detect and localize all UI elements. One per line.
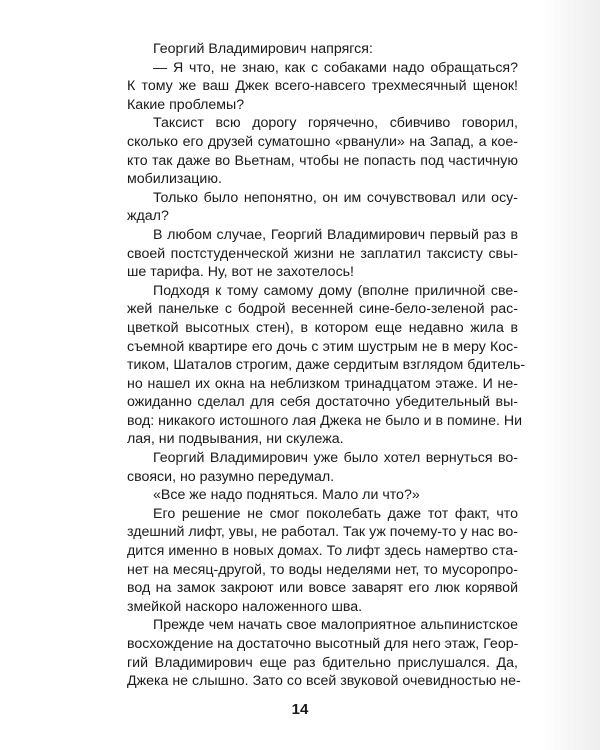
text-line: Прежде чем начать свое малоприятное альпинистское	[153, 617, 518, 634]
paragraph	[127, 449, 518, 486]
text-line: гий Владимирович еще раз бдительно прислушался. Да,	[127, 654, 518, 671]
body-text	[127, 40, 526, 691]
text-line: жей панельке с бодрой весенней сине-бело-зеленой рас-	[127, 301, 518, 318]
paragraph	[127, 616, 521, 690]
text-line: змейкой наскоро наложенного шва.	[127, 598, 363, 615]
text-line: вод: никакого истошного лая Джека не было и в помине. Ни	[127, 412, 523, 429]
text-line: Георгий Владимирович уже было хотел вернуться во-	[153, 450, 518, 467]
text-line: Джека не слышно. Зато со всей звуковой очевидностью не-	[127, 673, 521, 690]
text-line: мобилизацию.	[127, 171, 222, 188]
text-line: ожиданно сделал для себя достаточно убедительный вы-	[127, 394, 518, 411]
text-line: сколько его друзей суматошно «рванули» на Запад, а кое-	[127, 133, 518, 150]
text-line: — Я что, не знаю, как с собаками надо обращаться?	[153, 59, 518, 76]
text-line: «Все же надо подняться. Мало ли что?»	[153, 487, 420, 504]
text-line: Подходя к тому самому дому (вполне приличной све-	[153, 282, 518, 299]
text-line: Его решение не смог поколебать даже тот факт, что	[153, 505, 518, 522]
text-line: нет на месяц-другой, то воды неделями нет, то мусоропро-	[127, 561, 518, 578]
paragraph	[127, 189, 518, 226]
text-line: Какие проблемы?	[127, 96, 245, 113]
text-line: Георгий Владимирович напрягся:	[153, 41, 373, 57]
text-line: кто так даже во Вьетнам, чтобы не попасть под частичную	[127, 152, 518, 169]
text-line: ждал?	[127, 208, 169, 225]
text-line: ше тарифа. Ну, вот не захотелось!	[127, 264, 354, 281]
text-line: К тому же ваш Джек всего-навсего трехмесячный щенок!	[127, 78, 518, 95]
text-line: съемной квартире его дочь с этим шустрым не в меру Кос-	[127, 338, 518, 355]
paragraph	[127, 40, 518, 59]
paragraph	[127, 505, 518, 617]
page-number: 14	[291, 701, 309, 718]
page-edge-shadow	[542, 0, 600, 750]
text-line: дится именно в новых домах. То лифт здесь намертво ста-	[127, 543, 518, 560]
text-line: лая, ни подвывания, ни скулежа.	[127, 431, 344, 448]
text-line: тиком, Шаталов строгим, даже сердитым взглядом бдитель-	[127, 357, 526, 374]
text-line: вод на замок закроют или вовсе заварят его люк корявой	[127, 580, 518, 597]
text-line: свояси, но разумно передумал.	[127, 468, 335, 485]
text-line: В любом случае, Георгий Владимирович первый раз в	[153, 226, 518, 243]
paragraph	[127, 226, 518, 282]
text-line: но нашел их окна на неблизком тринадцатом этаже. И не-	[127, 375, 518, 392]
paragraph	[127, 282, 526, 449]
text-line: восхождение на достаточно высотный для него этаж, Геор-	[127, 636, 519, 652]
text-line: своей постстуденческой жизни не заплатил таксисту свы-	[127, 245, 518, 262]
paragraph	[127, 114, 518, 188]
paragraph	[127, 59, 518, 115]
text-line: Таксист всю дорогу горячечно, сбивчиво говорил,	[153, 115, 518, 132]
text-line: цветкой высотных стен), в котором еще недавно жила в	[127, 319, 518, 336]
text-line: Только было непонятно, он им сочувствовал или осу-	[153, 189, 518, 206]
paragraph	[127, 486, 518, 505]
text-line: здешний лифт, увы, не работал. Так уж почему-то у нас во-	[127, 524, 518, 541]
